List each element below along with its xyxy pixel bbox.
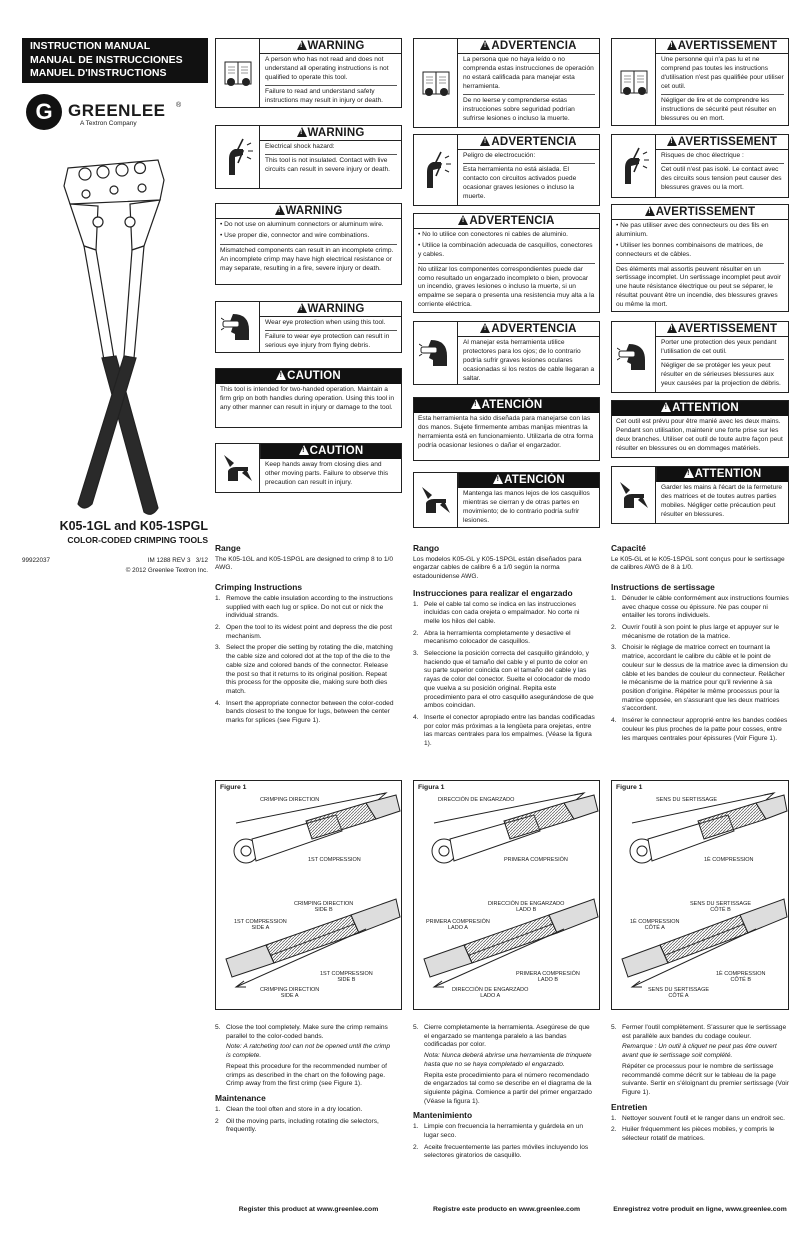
en-step-4: 4. Insert the appropriate connector between the color-coded bands closest to the tongue for lugs, between the center marks for splices (see Figure 1). bbox=[215, 699, 394, 725]
fr-warning-read-manual bbox=[611, 38, 789, 126]
en-cap-first-a: 1ST COMPRESSION SIDE A bbox=[234, 919, 287, 932]
warning-triangle-icon bbox=[667, 323, 677, 333]
fr-w2-text2: Cet outil n'est pas isolé. Le contact avec des circuits sous tension peut causer des blessures graves ou la mort. bbox=[661, 166, 782, 192]
es-warning-read-manual bbox=[413, 38, 600, 128]
en-w2-text1: Electrical shock hazard: bbox=[265, 143, 335, 150]
fr-range-heading: Capacité bbox=[611, 543, 646, 553]
fr-figure-title: Figure 1 bbox=[616, 784, 643, 791]
en-warning-eye bbox=[215, 301, 402, 353]
registered-mark: ® bbox=[176, 102, 182, 109]
es-instructions-cont bbox=[413, 1024, 596, 1164]
es-w2-text1: Peligro de electrocución: bbox=[463, 152, 536, 159]
es-range-heading: Rango bbox=[413, 543, 440, 553]
es-figure-title: Figura 1 bbox=[418, 784, 445, 791]
en-w2-text2: This tool is not insulated. Contact with live circuits can result in severe injury or death. bbox=[265, 157, 390, 174]
en-maint-heading: Maintenance bbox=[215, 1092, 266, 1103]
fr-step-5-note: Remarque : Un outil à cliquet ne peut pas être ouvert avant que le sertissage soit complété. bbox=[622, 1043, 777, 1060]
es-step-1: 1. Pele el cable tal como se indica en las instrucciones incluidas con cada orejeta o empalmador. No corte ni melle los hilos del cable. bbox=[413, 600, 580, 625]
fr-w4-text1: Porter une protection des yeux pendant l'utilisation de cet outil. bbox=[661, 339, 777, 355]
es-cap-direction: DIRECCIÓN DE ENGARZADO bbox=[438, 797, 515, 803]
es-w3-header: !ADVERTENCIA bbox=[414, 214, 599, 229]
es-w3-bullet2: • Utilice la combinación adecuada de casquillos, conectores y cables. bbox=[418, 242, 593, 259]
es-c1-header: !ATENCIÓN bbox=[414, 398, 599, 413]
greenlee-logo bbox=[26, 94, 208, 134]
es-step-3: 3. Seleccione la posición correcta del casquillo girándolo, y haciendo que el tamaño del cable y el punto de color en su parte superior coincida con el tamaño del cable y las rayas de color del conector. Suelte el colocador de modo que vuelva a su posición original. Repita este procedimiento para el otro casquillo asegurándose de que ambos coincidan. bbox=[413, 650, 594, 710]
es-cap-direction-a: DIRECCIÓN DE ENGARZADO LADO A bbox=[452, 987, 529, 1000]
en-step-5: 5. Close the tool completely. Make sure the crimp remains parallel to the color-coded bands. Note: A ratcheting tool can not be opened until the crimp is complete. Repeat this procedure for the recommended number of crimps as described in the chart on the following page. Crimp away from the first crimp (see Figure 1). bbox=[215, 1024, 395, 1089]
product-subtitle: COLOR-CODED CRIMPING TOOLS bbox=[67, 535, 208, 545]
fr-w3-text: Des éléments mal assortis peuvent résulter en un sertissage incomplet. Un sertissage incomplet peut avoir une haute résistance électrique ou peut se séparer, le résultat pouvant être un incendie, des blessures graves ou même la mort. bbox=[616, 265, 781, 309]
shock-icon bbox=[216, 126, 260, 188]
fr-c2-header: !ATTENTION bbox=[656, 467, 788, 482]
es-w1-text2: De no leerse y comprenderse estas instrucciones sobre seguridad podrían sufrirse lesiones o incluso la muerte. bbox=[463, 97, 575, 122]
en-maint-1: 1. Clean the tool often and store in a dry location. bbox=[215, 1105, 363, 1113]
fr-cap-direction-b: SENS DU SERTISSAGE CÔTÉ B bbox=[690, 901, 752, 914]
eye-protection-icon bbox=[414, 322, 458, 384]
es-c1-text: Esta herramienta ha sido diseñada para manejarse con las dos manos. Sujete firmemente ambas manijas mientras la herramienta está en funcionamiento. Utilizarla de otra forma podría ocasionar lesiones o dañar el engarzador. bbox=[418, 415, 594, 449]
eye-protection-icon bbox=[216, 302, 260, 352]
es-w3-bullet1: • No lo utilice con conectores ni cables de aluminio. bbox=[418, 231, 569, 238]
fr-cap-first: 1È COMPRESSION bbox=[704, 857, 754, 863]
es-cap-first-b: PRIMERA COMPRESIÓN LADO B bbox=[516, 971, 580, 984]
en-w1-text1: A person who has not read and does not understand all operating instructions is not qualified to operate this tool. bbox=[265, 56, 389, 81]
en-c1-header: !CAUTION bbox=[216, 369, 401, 384]
hand-pinch-icon bbox=[612, 467, 656, 523]
title-en: INSTRUCTION MANUAL bbox=[30, 40, 151, 52]
es-step-4: 4. Inserte el conector apropiado entre las bandas codificadas por color más próximas a la lengüeta para orejetas, entre las marcas centrales para los empalmes. (Véase la figura 1). bbox=[413, 713, 595, 748]
en-range-heading: Range bbox=[215, 543, 241, 553]
es-cap-direction-b: DIRECCIÓN DE ENGARZADO LADO B bbox=[488, 901, 565, 914]
en-w4-header: !WARNING bbox=[260, 302, 401, 317]
fr-step-5: 5. Fermer l'outil complètement. S'assurer que le sertissage est parallèle aux bandes du codage couleur. Remarque : Un outil à cliquet ne peut pas être ouvert avant que le sertissage soit complété. Répéter ce processus pour le nombre de sertissage recommandé comme décrit sur le tableau de la page suivante. Sertir en s'éloignant du premier sertissage (Voir Figure 1). bbox=[611, 1024, 791, 1098]
fr-w4-text2: Négliger de se protéger les yeux peut résulter en de sérieuses blessures aux yeux causées par la projection de débris. bbox=[661, 362, 781, 388]
fr-maint-1: 1. Nettoyer souvent l'outil et le ranger dans un endroit sec. bbox=[611, 1114, 785, 1122]
es-crimp-heading: Instrucciones para realizar el engarzado bbox=[413, 587, 573, 598]
fr-maint-2: 2. Huiler fréquemment les pièces mobiles, y compris le sélecteur rotatif de matrices. bbox=[611, 1126, 775, 1142]
en-w3-header: !WARNING bbox=[216, 204, 401, 219]
en-w4-text1: Wear eye protection when using this tool. bbox=[265, 319, 386, 326]
fr-step-2: 2. Ouvrir l'outil à son point le plus large et appuyer sur le mécanisme de rotation de la matrice. bbox=[611, 624, 780, 640]
company-tagline: A Textron Company bbox=[80, 120, 137, 127]
warning-triangle-icon bbox=[299, 445, 309, 455]
en-crimp-diagram bbox=[216, 781, 401, 1009]
en-w4-text2: Failure to wear eye protection can result in serious eye injury from flying debris. bbox=[265, 333, 390, 350]
fr-step-3: 3. Choisir le réglage de matrice correct en tournant la matrice, accordant le calibre du câble et le point de couleur sur le dessus de la matrice avec la dimension du câble et les bandes de couleur du connecteur. Relâcher le mécanisme de la matrice pour qu'il revienne à sa position d'origine. Répéter le même processus pour la matrice opposée, en s'assurant que les deux matrices s'accordent. bbox=[611, 644, 788, 713]
warning-triangle-icon bbox=[297, 40, 307, 50]
warning-triangle-icon bbox=[276, 370, 286, 380]
en-step-5-more: Repeat this procedure for the recommended number of crimps as described in the chart on the following page. Crimp away from the first crimp (see Figure 1). bbox=[226, 1062, 387, 1088]
warning-triangle-icon bbox=[297, 127, 307, 137]
fr-maint-heading: Entretien bbox=[611, 1101, 648, 1112]
es-maint-heading: Mantenimiento bbox=[413, 1110, 473, 1121]
part-number: 99922037 bbox=[22, 557, 51, 564]
warning-triangle-icon bbox=[480, 323, 490, 333]
copyright: © 2012 Greenlee Textron Inc. bbox=[125, 567, 208, 574]
warning-triangle-icon bbox=[645, 206, 655, 216]
es-step-2: 2. Abra la herramienta completamente y desactive el mecanismo colocador de casquillos. bbox=[413, 629, 571, 646]
warning-triangle-icon bbox=[667, 136, 677, 146]
fr-figure-1 bbox=[611, 780, 789, 1010]
en-step-1: 1. Remove the cable insulation according to the instructions supplied with each lug or splice. Do not cut or nick the individual strands. bbox=[215, 594, 393, 620]
en-w1-header: !WARNING bbox=[260, 39, 401, 54]
es-w3-text: No utilizar los componentes correspondientes puede dar como resultado un engarzado incompleto o bien, provocar un incendio, graves lesiones o incluso la muerte, si un empalme se separa o presenta una resistencia muy alta a la corriente eléctrica. bbox=[418, 265, 595, 309]
es-footer-register: Registre este producto en www.greenlee.com bbox=[432, 1206, 581, 1213]
en-footer-register: Register this product at www.greenlee.com bbox=[238, 1206, 379, 1213]
en-step-5-note: Note: A ratcheting tool can not be opened until the crimp is complete. bbox=[226, 1043, 391, 1060]
en-c2-header: !CAUTION bbox=[260, 444, 401, 459]
en-w3-bullet1: • Do not use on aluminum connectors or aluminum wire. bbox=[220, 221, 384, 228]
fr-instructions-cont bbox=[611, 1024, 791, 1147]
es-w2-header: !ADVERTENCIA bbox=[458, 135, 599, 150]
es-warning-eye bbox=[413, 321, 600, 385]
en-caution-two-hand bbox=[215, 368, 402, 428]
fr-instructions bbox=[611, 543, 791, 746]
logo-mark-icon: G bbox=[26, 94, 62, 130]
fr-step-1: 1. Dénuder le câble conformément aux instructions fournies avec chaque cosse ou épissure. Ne pas couper ni entailler les torons individuels. bbox=[611, 594, 789, 620]
en-cap-direction-b: CRIMPING DIRECTION SIDE B bbox=[294, 901, 354, 914]
fr-cap-first-a: 1È COMPRESSION CÔTÉ A bbox=[630, 919, 680, 932]
fr-w1-text1: Une personne qui n'a pas lu et ne comprend pas toutes les instructions d'utilisation n'est pas qualifiée pour utiliser cet outil. bbox=[661, 56, 784, 90]
warning-triangle-icon bbox=[661, 402, 671, 412]
manual-icon bbox=[612, 39, 656, 125]
fr-c2-text: Garder les mains à l'écart de la fermeture des matrices et de toutes autres parties mobiles. Négliger cette précaution peut résulter en blessures. bbox=[661, 484, 783, 518]
fr-cap-direction-a: SENS DU SERTISSAGE CÔTÉ A bbox=[648, 987, 710, 1000]
title-fr: MANUEL D'INSTRUCTIONS bbox=[30, 67, 167, 79]
fr-warning-shock bbox=[611, 134, 789, 198]
es-step-5-note: Nota: Nunca deberá abrirse una herramienta de trinquete hasta que no se haya completado el engarzado. bbox=[424, 1052, 592, 1068]
en-warning-aluminum bbox=[215, 203, 402, 285]
fr-w2-header: !AVERTISSEMENT bbox=[656, 135, 788, 150]
en-figure-1 bbox=[215, 780, 402, 1010]
es-step-5-more: Repita este procedimiento para el número recomendado de engarzados tal como se describe en el diagrama de la siguiente página. Comience a partir del primer engarzado (Véase la figura 1). bbox=[424, 1071, 592, 1105]
fr-crimp-heading: Instructions de sertissage bbox=[611, 582, 715, 593]
en-range-text: The K05-1GL and K05-1SPGL are designed to crimp 8 to 1/0 AWG. bbox=[215, 555, 394, 572]
es-c2-text: Mantenga las manos lejos de los casquillos mientras se cierran y de otras partes en movimiento; de lo contrario podría sufrir lesiones. bbox=[463, 490, 590, 524]
manual-icon bbox=[216, 39, 260, 107]
fr-w3-bullet1: • Ne pas utiliser avec des connecteurs ou des fils en aluminium. bbox=[616, 222, 769, 238]
fr-cap-direction: SENS DU SERTISSAGE bbox=[656, 797, 718, 803]
title-es: MANUAL DE INSTRUCCIONES bbox=[30, 53, 183, 66]
es-step-5: 5. Cierre completamente la herramienta. Asegúrese de que el engarzado se mantenga paralelo a las bandas codificadas por color. Nota: Nunca deberá abrirse una herramienta de trinquete hasta que no se haya completado el engarzado. Repita este procedimiento para el número recomendado de engarzados tal como se describe en el diagrama de la siguiente página. Comience a partir del primer engarzado (Véase la figura 1). bbox=[413, 1024, 596, 1106]
es-cap-first-a: PRIMERA COMPRESIÓN LADO A bbox=[426, 919, 490, 932]
es-maint-2: 2. Aceite frecuentemente las partes móviles incluyendo los selectores giratorios de casquillo. bbox=[413, 1143, 589, 1160]
es-c2-header: !ATENCIÓN bbox=[458, 473, 599, 488]
fr-step-5-more: Répéter ce processus pour le nombre de sertissage recommandé comme décrit sur le tableau de la page suivante. Sertir en s'éloignant du premier sertissage (Voir Figure 1). bbox=[622, 1062, 789, 1096]
fr-warning-eye bbox=[611, 321, 789, 393]
en-w3-bullet2: • Use proper die, connector and wire combinations. bbox=[220, 232, 370, 240]
product-title: K05-1GL and K05-1SPGL bbox=[59, 519, 208, 533]
en-step-3: 3. Select the proper die setting by rotating the die, matching the cable size and colored dot at the top of the die to the cable size and colored bands of the connector. Release the post so that it returns to its original position. Repeat this process for the opposite die, making sure both dies match. bbox=[215, 644, 393, 695]
warning-triangle-icon bbox=[480, 136, 490, 146]
warning-triangle-icon bbox=[480, 40, 490, 50]
es-caution-two-hand bbox=[413, 397, 600, 461]
en-cap-first: 1ST COMPRESSION bbox=[308, 857, 361, 863]
shock-icon bbox=[414, 135, 458, 205]
en-w3-text: Mismatched components can result in an incomplete crimp. An incomplete crimp may have high electrical resistance or may separate, resulting in a fire, severe injury or death. bbox=[220, 246, 394, 272]
eye-protection-icon bbox=[612, 322, 656, 392]
es-range-text: Los modelos K05-GL y K05-1SPGL están diseñados para engarzar cables de calibre 6 a 1/0 según la norma estadounidense AWG. bbox=[413, 555, 582, 581]
warning-triangle-icon bbox=[458, 215, 468, 225]
fr-caution-two-hand bbox=[611, 400, 789, 458]
fr-w1-header: !AVERTISSEMENT bbox=[656, 39, 788, 54]
en-w2-header: !WARNING bbox=[260, 126, 401, 141]
fr-w1-text2: Négliger de lire et de comprendre les instructions de sécurité peut résulter en blessures ou en mort. bbox=[661, 97, 777, 122]
en-cap-direction-a: CRIMPING DIRECTION SIDE A bbox=[260, 987, 320, 1000]
es-maint-1: 1. Limpie con frecuencia la herramienta y guárdela en un lugar seco. bbox=[413, 1123, 584, 1139]
es-w1-header: !ADVERTENCIA bbox=[458, 39, 599, 54]
warning-triangle-icon bbox=[667, 40, 677, 50]
en-cap-direction: CRIMPING DIRECTION bbox=[260, 797, 320, 803]
fr-w3-header: !AVERTISSEMENT bbox=[612, 205, 788, 220]
fr-w2-text1: Risques de choc électrique : bbox=[661, 152, 744, 159]
es-w4-header: !ADVERTENCIA bbox=[458, 322, 599, 337]
crimping-tool-illustration bbox=[40, 150, 190, 520]
fr-warning-aluminum bbox=[611, 204, 789, 312]
es-caution-hands bbox=[413, 472, 600, 528]
en-caution-hands bbox=[215, 443, 402, 493]
es-warning-shock bbox=[413, 134, 600, 206]
en-maint-2: 2 Oil the moving parts, including rotating die selectors, frequently. bbox=[215, 1117, 379, 1134]
en-crimp-heading: Crimping Instructions bbox=[215, 582, 303, 593]
warning-triangle-icon bbox=[275, 205, 285, 215]
es-warning-aluminum bbox=[413, 213, 600, 313]
warning-triangle-icon bbox=[297, 303, 307, 313]
im-revision: IM 1288 REV 3 3/12 bbox=[147, 557, 208, 564]
warning-triangle-icon bbox=[684, 468, 694, 478]
es-figure-1 bbox=[413, 780, 600, 1010]
en-instructions bbox=[215, 543, 395, 729]
en-warning-read-manual bbox=[215, 38, 402, 108]
fr-c1-text: Cet outil est prévu pour être manié avec les deux mains. Pendant son utilisation, maintenir une forte prise sur les deux branches. Utiliser cet outil de toute autre façon peut résulter en blessures ou en dommages matériels. bbox=[616, 418, 783, 452]
es-w2-text2: Esta herramienta no está aislada. El contacto con circuitos activados puede ocasionar graves lesiones o incluso la muerte. bbox=[463, 166, 577, 201]
fr-step-4: 4. Insérer le connecteur approprié entre les bandes codées couleur les plus proches de la patte pour cosses, entre les marques centrales pour épissures (Voir Figure 1). bbox=[611, 717, 788, 742]
fr-caution-hands bbox=[611, 466, 789, 524]
es-w4-text1: Al manejar esta herramienta utilice protectores para los ojos; de lo contrario podría sufrir graves lesiones oculares ocasionadas si los restos de cable llegaran a saltar. bbox=[463, 339, 595, 382]
manual-icon bbox=[414, 39, 458, 127]
warning-triangle-icon bbox=[493, 474, 503, 484]
fr-w3-bullet2: • Utiliser les bonnes combinaisons de matrices, de connecteurs et de câbles. bbox=[616, 242, 764, 259]
es-instructions bbox=[413, 543, 596, 752]
fr-footer-register: Enregistrez votre produit en ligne, www.greenlee.com bbox=[613, 1206, 787, 1213]
en-c1-text: This tool is intended for two-handed operation. Maintain a firm grip on both handles during operation. Using this tool in any other manner can result in injury or damage to the tool. bbox=[220, 386, 395, 411]
shock-icon bbox=[612, 135, 656, 197]
en-cap-first-b: 1ST COMPRESSION SIDE B bbox=[320, 971, 373, 984]
en-step-2: 2. Open the tool to its widest point and depress the die post mechanism. bbox=[215, 624, 393, 640]
fr-c1-header: !ATTENTION bbox=[612, 401, 788, 416]
fr-range-text: Le K05-GL et le K05-1SPGL sont conçus pour le sertissage de calibres AWG de 8 à 1/0. bbox=[611, 555, 785, 572]
fr-w4-header: !AVERTISSEMENT bbox=[656, 322, 788, 337]
en-instructions-cont bbox=[215, 1024, 395, 1138]
es-w1-text1: La persona que no haya leído o no comprenda estas instrucciones de operación no estará calificada para manejar esta herramienta. bbox=[463, 56, 594, 90]
fr-cap-first-b: 1È COMPRESSION CÔTÉ B bbox=[716, 971, 766, 984]
hand-pinch-icon bbox=[216, 444, 260, 492]
hand-pinch-icon bbox=[414, 473, 458, 527]
warning-triangle-icon bbox=[471, 399, 481, 409]
en-w1-text2: Failure to read and understand safety instructions may result in injury or death. bbox=[265, 88, 384, 105]
en-figure-title: Figure 1 bbox=[220, 784, 247, 791]
en-c2-text: Keep hands away from closing dies and other moving parts. Failure to observe this precaution can result in injury. bbox=[265, 461, 389, 486]
manual-title-banner bbox=[22, 38, 208, 83]
en-warning-shock bbox=[215, 125, 402, 189]
es-cap-first: PRIMERA COMPRESIÓN bbox=[504, 857, 568, 863]
brand-name: GREENLEE bbox=[68, 101, 166, 120]
